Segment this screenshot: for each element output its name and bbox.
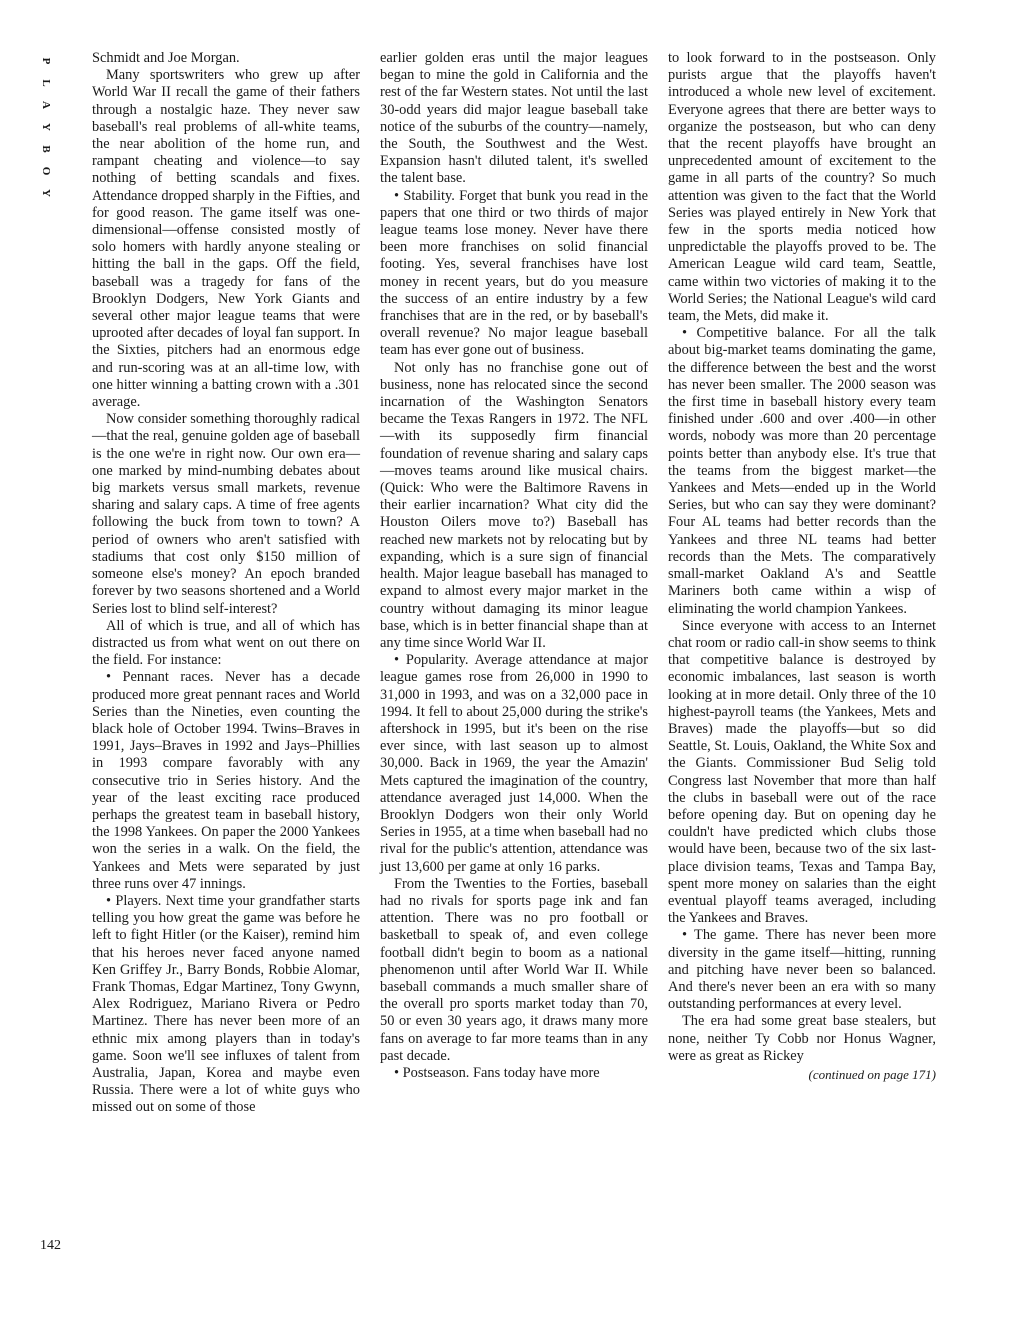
magazine-letter: O [40,166,52,176]
magazine-letter: P [40,57,52,65]
body-paragraph: to look forward to in the postseason. Only purists argue that the playoffs haven't introduced a whole new level of excitement. Everyone agrees that there are better ways to organize the postseason, but who can deny that the recent playoffs have brought an unprecedented amount of excitement to the game in all parts of the country? So much attention was given to the fact that the World Series was played entirely in New York that few in the sports media noticed how unpredictable the playoffs proved to be. The American League wild card team, Seattle, came within two victories of making it to the World Series; the National League's wild card team, the Mets, did make it. [668,50,936,325]
magazine-letter: Y [40,189,52,197]
magazine-letter: B [40,145,52,153]
continuation-note: (continued on page 171) [808,1066,936,1082]
body-paragraph: Many sportswriters who grew up after World War II recall the game of their fathers through a nostalgic haze. They never saw baseball's real problems of all-white teams, the near abolition of the home run, and rampant cheating and violence—to say nothing of betting scandals and fixes. Attendance dropped sharply in the Fifties, and for good reason. The game itself was one-dimensional—offense consisted mostly of solo homers with hardly anyone stealing or hitting the ball in the gaps. Off the field, baseball was a tragedy for fans of the Brooklyn Dodgers, New York Giants and several other major league teams that were uprooted after decades of loyal fan support. In the Sixties, pitchers had an enormous edge and run-scoring was at an all-time low, with one hitter winning a batting crown with a .301 average. [92,67,360,411]
body-paragraph: earlier golden eras until the major leagues began to mine the gold in California and the rest of the far Western states. Not until the last 30-odd years did major league baseball take notice of the suburbs of the country—namely, the South, the Southwest and the West. Expansion hasn't diluted talent, it's swelled the talent base. [380,50,648,187]
body-paragraph: Now consider something thoroughly radical—that the real, genuine golden age of baseball is the one we're in right now. Our own era—one marked by mind-numbing debates about big markets versus small markets, revenue sharing and salary caps. A time of free agents following the buck from town to town? A period of owners who aren't satisfied with stadiums that cost only $150 million of someone else's money? An epoch branded forever by two seasons shortened and a World Series lost to blind self-interest? [92,411,360,617]
body-paragraph: The era had some great base stealers, but none, neither Ty Cobb nor Honus Wagner, were as great as Rickey [668,1013,936,1064]
text-column-2 [380,50,648,1082]
body-paragraph: • Popularity. Average attendance at major league games rose from 26,000 in 1990 to 31,000 in 1993, and was on a 32,000 pace in 1994. It fell to about 25,000 during the strike's aftershock in 1995, but it's been on the rise ever since, with last season up to almost 30,000. Back in 1969, the year the Amazin' Mets captured the imagination of the country, attendance averaged just 14,000. When the Brooklyn Dodgers won their only World Series in 1955, at a time when baseball had no rival for the public's attention, attendance was just 13,600 per game at only 16 parks. [380,652,648,875]
body-paragraph: Since everyone with access to an Internet chat room or radio call-in show seems to think that competitive balance is destroyed by economic imbalances, last season is worth looking at in more detail. Only three of the 10 highest-payroll teams (the Yankees, Mets and Braves) made the playoffs—but so did Seattle, St. Louis, Oakland, the White Sox and the Giants. Commissioner Bud Selig told Congress last November that more than half the clubs in baseball were out of the race before opening day. But on opening day he couldn't have predicted which clubs those would have been, because two of the six last-place division teams, Texas and Tampa Bay, spent more money on salaries than the eight eventual playoff teams averaged, including the Yankees and Braves. [668,617,936,927]
body-paragraph: • Players. Next time your grandfather starts telling you how great the game was before he left to fight Hitler (or the Kaiser), remind him that his heroes never faced anyone named Ken Griffey Jr., Barry Bonds, Robbie Alomar, Frank Thomas, Edgar Martinez, Tony Gwynn, Alex Rodriguez, Mariano Rivera or Pedro Martinez. There has never been more of an ethnic mix among players than in today's game. Soon we'll see influxes of talent from Australia, Japan, Korea and maybe even Russia. There were a lot of white guys who missed out on some of those [92,892,360,1116]
body-paragraph: • Stability. Forget that bunk you read in the papers that one third or two thirds of major league teams lose money. Never have there been more franchises on solid financial footing. Yes, several franchises have lost money in recent years, but do you measure the success of an entire industry by a few franchises that are in the red, or by baseball's overall revenue? No major league baseball team has ever gone out of business. [380,187,648,359]
body-paragraph: • Pennant races. Never has a decade produced more great pennant races and World Series than the Nineties, even counting the black hole of October 1994. Twins–Braves in 1991, Jays–Braves in 1992 and Jays–Phillies in 1993 compare favorably with any consecutive trio in Series history. And the year of the least exciting race produced perhaps the greatest team in baseball history, the 1998 Yankees. On paper the 2000 Yankees won the series in a walk. On the field, the Yankees and Mets were separated by just three runs over 47 innings. [92,669,360,892]
body-paragraph: Schmidt and Joe Morgan. [92,50,240,66]
body-paragraph: • Postseason. Fans today have more [394,1064,600,1081]
magazine-sidebar-title [36,50,56,204]
magazine-letter: Y [40,123,52,131]
body-paragraph: All of which is true, and all of which has distracted us from what went on out there on the field. For instance: [92,617,360,669]
text-column-1 [92,50,360,1117]
text-column-3 [668,50,936,1083]
body-paragraph: From the Twenties to the Forties, baseball had no rivals for sports page ink and fan attention. There was no pro football or basketball to speak of, and even college football didn't begin to boom as a national phenomenon until after World War II. While baseball commands a much smaller share of the overall pro sports market today than 70, 50 or even 30 years ago, it draws many more fans on average to far more teams than in any past decade. [380,875,648,1064]
magazine-letter: L [40,79,52,87]
body-paragraph: • The game. There has never been more diversity in the game itself—hitting, running and pitching have never been so balanced. And there's never been an era with so many outstanding performances at every level. [668,927,936,1013]
magazine-letter: A [40,101,52,109]
page-number: 142 [40,1238,61,1253]
body-paragraph: Not only has no franchise gone out of business, none has relocated since the second incarnation of the Washington Senators became the Texas Rangers in 1972. The NFL—with its supposedly firm financial foundation of revenue sharing and salary caps—moves teams around like musical chairs. (Quick: Who were the Baltimore Ravens in their earlier incarnation? What city did the Houston Oilers move to?) Baseball has reached new markets not by relocating but by expanding, which is a sure sign of financial health. Major league baseball has managed to expand to almost every major market in the country without damaging its minor league base, which is in better financial shape than at any time since World War II. [380,359,648,651]
body-paragraph: • Competitive balance. For all the talk about big-market teams dominating the game, the difference between the best and the worst has never been smaller. The 2000 season was the first time in baseball history every team finished under .600 and over .400—in other words, nobody was more than 20 percentage points better than anybody else. It's true that the teams from the biggest market—the Yankees and Mets—ended up in the World Series, but who can say they were dominant? Four AL teams had better records than the Yankees and three NL teams had better records than the Mets. The comparatively small-market Oakland A's and Seattle Mariners both came within a wisp of eliminating the world champion Yankees. [668,325,936,617]
